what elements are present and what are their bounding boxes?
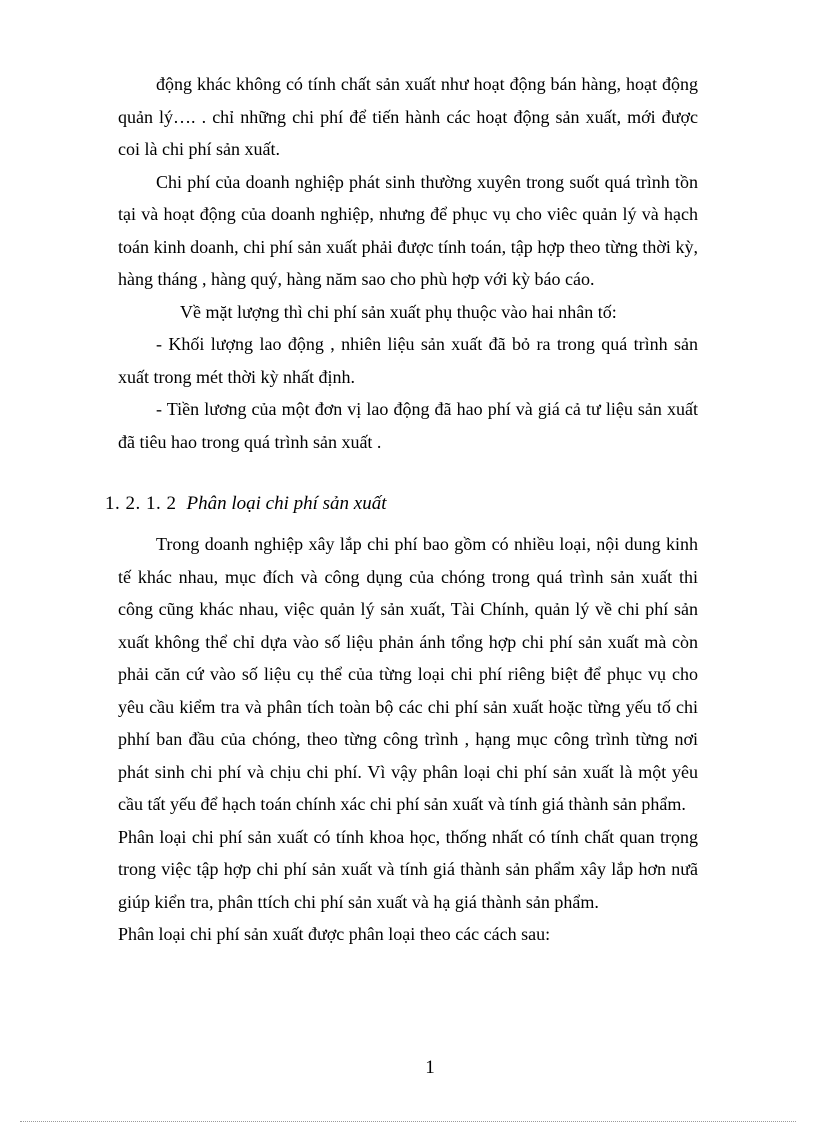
section-heading [105, 490, 387, 518]
paragraph-classification-importance: Phân loại chi phí sản xuất có tính khoa học, thống nhất có tính chất quan trọng trong việc tập hợp chi phí sản xuất và tính giá thành sản phẩm xây lắp hơn nưã giúp kiển tra, phân ttích chi phí sản xuất và hạ giá thành sản phẩm. [118, 826, 698, 912]
paragraph-cost-overview: Chi phí của doanh nghiệp phát sinh thường xuyên trong suốt quá trình tồn tại và hoạt động của doanh nghiệp, nhưng để phục vụ cho viêc quản lý và hạch toán kinh doanh, chi phí sản xuất phải được tính toán, tập hợp theo từng thời kỳ, hàng tháng , hàng quý, hàng năm sao cho phù hợp với kỳ báo cáo. [118, 171, 698, 289]
paragraph-construction-costs: Trong doanh nghiệp xây lắp chi phí bao gồm có nhiều loại, nội dung kinh tế khác nhau, mục đích và công dụng của chóng trong quá trình sản xuất thi công cũng khác nhau, việc quản lý sản xuất, Tài Chính, quản lý về chi phí sản xuất không thể chỉ dựa vào số liệu phản ánh tổng hợp chi phí sản xuất mà còn phải căn cứ vào số liệu cụ thể của từng loại chi phí riêng biệt để phục vụ cho yêu cầu kiểm tra và phân tích toàn bộ các chi phí sản xuất hoặc từng yếu tố chi phhí ban đầu của chóng, theo từng công trình , hạng mục công trình từng nơi phát sinh chi phí và chịu chi phí. Vì vậy phân loại chi phí sản xuất là một yêu cầu tất yếu để hạch toán chính xác chi phí sản xuất và tính giá thành sản phẩm. [118, 534, 698, 814]
body-text-bottom [118, 528, 698, 951]
section-title: Phân loại chi phí sản xuất [186, 493, 387, 514]
paragraph-quantity-factors: Về mặt lượng thì chi phí sản xuất phụ thuộc vào hai nhân tố: [180, 301, 617, 322]
page-bottom-divider [20, 1121, 796, 1122]
paragraph-continuation: động khác không có tính chất sản xuất như hoạt động bán hàng, hoạt động quản lý…. . chỉ những chi phí để tiến hành các hoạt động sản xuất, mới được coi là chi phí sản xuất. [118, 74, 698, 159]
paragraph-classification-methods: Phân loại chi phí sản xuất được phân loại theo các cách sau: [118, 924, 551, 944]
body-text-top [118, 68, 698, 458]
list-item-labor-volume: - Khối lượng lao động , nhiên liệu sản xuất đã bỏ ra trong quá trình sản xuất trong mét thời kỳ nhất định. [118, 334, 698, 387]
section-number: 1. 2. 1. 2 [105, 493, 177, 514]
page-number: 1 [425, 1057, 435, 1078]
list-item-wage-cost: - Tiền lương của một đơn vị lao động đã hao phí và giá cả tư liệu sản xuất đã tiêu hao trong quá trình sản xuất . [118, 399, 698, 452]
